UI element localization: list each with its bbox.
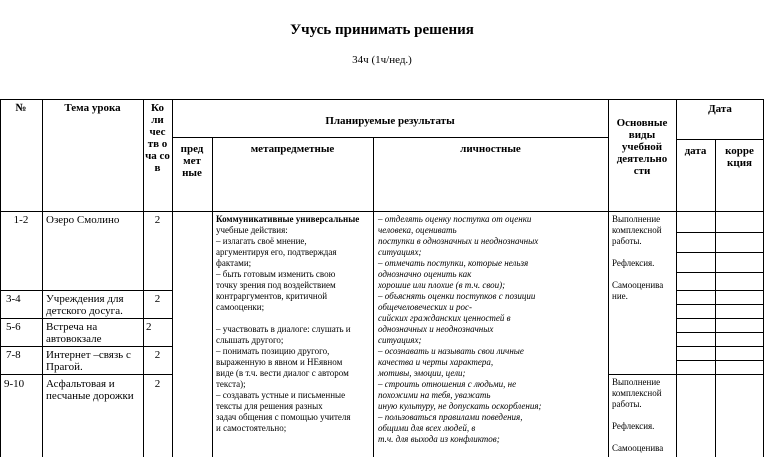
row-num: 3-4 [6, 293, 21, 305]
header-date: дата [684, 145, 707, 157]
row-topic: Интернет –связь с Прагой. [46, 349, 131, 373]
row-topic: Озеро Смолино [46, 214, 120, 226]
header-meta: метапредметные [250, 143, 335, 155]
activities-cell: Выполнение комплексной работы. Рефлексия. Самооценива ние. [612, 214, 664, 301]
header-num: № [15, 102, 27, 114]
header-correction: корре кция [725, 145, 754, 169]
row-hours: 2 [154, 293, 161, 305]
row-num: 1-2 [13, 214, 29, 226]
header-date-group: Дата [708, 103, 732, 115]
row-num: 5-6 [6, 321, 21, 333]
meta-results-cell [216, 214, 371, 434]
header-personal: личностные [460, 143, 521, 155]
meta-heading: Коммуникативные универсальные учебные действия: [216, 214, 360, 235]
header-planned-results: Планируемые результаты [325, 115, 455, 127]
header-subject: пред мет ные [180, 143, 204, 179]
row-topic: Учреждения для детского досуга. [46, 293, 124, 317]
row-hours: 2 [154, 214, 161, 226]
row-hours: 2 [154, 349, 161, 361]
row-topic: Встреча на автовокзале [46, 321, 102, 345]
row-topic: Асфальтовая и песчаные дорожки [46, 378, 134, 402]
meta-lines: – излагать своё мнение, аргументируя его, подтверждая фактами; – быть готовым изменить свою точку зрения под воздействием контраргументов, критичной самооценки; – участвовать в диалоге: слушать и слышать другого; – понимать позицию другого, выраженную в явном и НЕявном виде (в т.ч. вести диалог с автором текста); – создавать устные и письменные тексты для решения разных задач общения с помощью учителя и самостоятельно; [216, 236, 351, 433]
header-activities: Основные виды учебной деятельно сти [616, 117, 668, 177]
page-subtitle: 34ч (1ч/нед.) [352, 54, 412, 66]
personal-results-cell: – отделять оценку поступка от оценки человека, оценивать поступки в однозначных и неоднозначных ситуациях; – отмечать поступки, которые нельзя однозначно оценить как хорошие или плохие (в т.ч. свои); – объяснять оценки поступков с позиции общечеловеческих и рос- сийских гражданских ценностей в однозначных и неоднозначных ситуациях; – осознавать и называть свои личные качества и черты характера, мотивы, эмоции, цели; – строить отношения с людьми, не похожими на тебя, уважать иную культуру, не допускать оскорбления; – пользоваться правилами поведения, общими для всех людей, в т.ч. для выхода из конфликтов; [378, 214, 542, 444]
row-hours: 2 [154, 378, 161, 390]
activities-cell: Выполнение комплексной работы. Рефлексия. Самооценива [612, 377, 664, 453]
row-num: 9-10 [4, 378, 25, 390]
row-hours: 2 [146, 321, 152, 333]
row-num: 7-8 [6, 349, 21, 361]
header-topic: Тема урока [64, 102, 121, 114]
header-hours: Ко ли чес тв о ча со в [145, 102, 170, 174]
page-title: Учусь принимать решения [290, 22, 474, 38]
